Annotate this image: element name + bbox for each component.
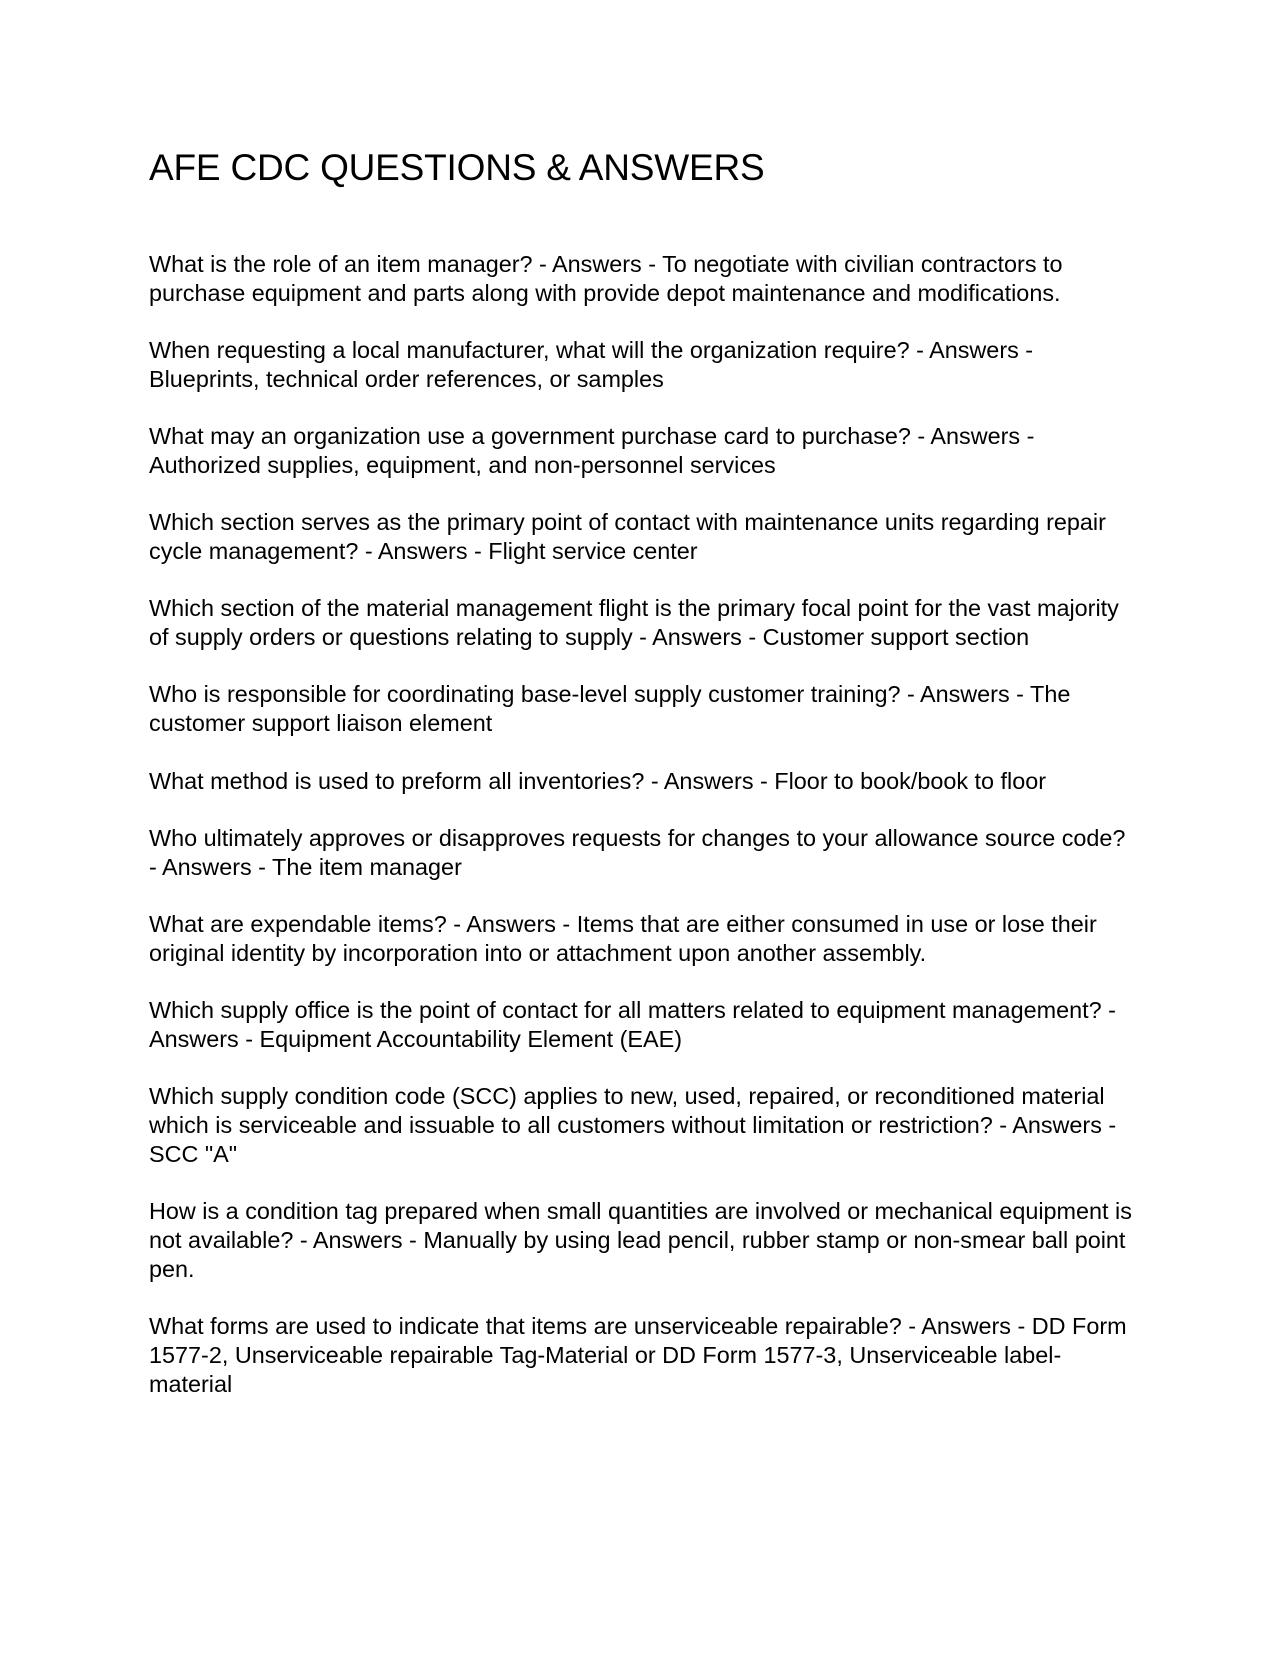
qa-item-9: What are expendable items? - Answers - Items that are either consumed in use or lose their original identity by incorporation into or attachment upon another assembly. <box>149 910 1097 966</box>
qa-list <box>149 250 1139 1398</box>
qa-item-1: What is the role of an item manager? - Answers - To negotiate with civilian contractors to purchase equipment and parts along with provide depot maintenance and modifications. <box>149 251 1063 306</box>
qa-item-2: When requesting a local manufacturer, what will the organization require? - Answers - Blueprints, technical order references, or samples <box>149 337 1034 392</box>
qa-item-7: What method is used to preform all inventories? - Answers - Floor to book/book to floor <box>149 767 1047 794</box>
document-title: AFE CDC QUESTIONS & ANSWERS <box>149 147 765 188</box>
qa-item-12: How is a condition tag prepared when small quantities are involved or mechanical equipment is not available? - Answers - Manually by using lead pencil, rubber stamp or non-smear ball point pen. <box>149 1198 1132 1282</box>
qa-item-5: Which section of the material management flight is the primary focal point for the vast majority of supply orders or questions relating to supply - Answers - Customer support section <box>149 595 1119 651</box>
qa-item-3: What may an organization use a government purchase card to purchase? - Answers - Authorized supplies, equipment, and non-personnel services <box>149 423 1035 478</box>
qa-item-13: What forms are used to indicate that items are unserviceable repairable? - Answers - DD Form 1577-2, Unserviceable repairable Tag-Material or DD Form 1577-3, Unserviceable label-material <box>149 1312 1127 1397</box>
qa-item-6: Who is responsible for coordinating base-level supply customer training? - Answers - The customer support liaison element <box>149 681 1071 737</box>
qa-item-4: Which section serves as the primary point of contact with maintenance units regarding repair cycle management? - Answers - Flight service center <box>149 509 1106 565</box>
qa-item-11: Which supply condition code (SCC) applies to new, used, repaired, or reconditioned material which is serviceable and issuable to all customers without limitation or restriction? - Answers - SCC "A" <box>149 1083 1117 1167</box>
document-page <box>149 146 1139 1427</box>
qa-item-8: Who ultimately approves or disapproves requests for changes to your allowance source code? - Answers - The item manager <box>149 824 1126 880</box>
qa-item-10: Which supply office is the point of contact for all matters related to equipment management? - Answers - Equipment Accountability Element (EAE) <box>149 997 1116 1052</box>
